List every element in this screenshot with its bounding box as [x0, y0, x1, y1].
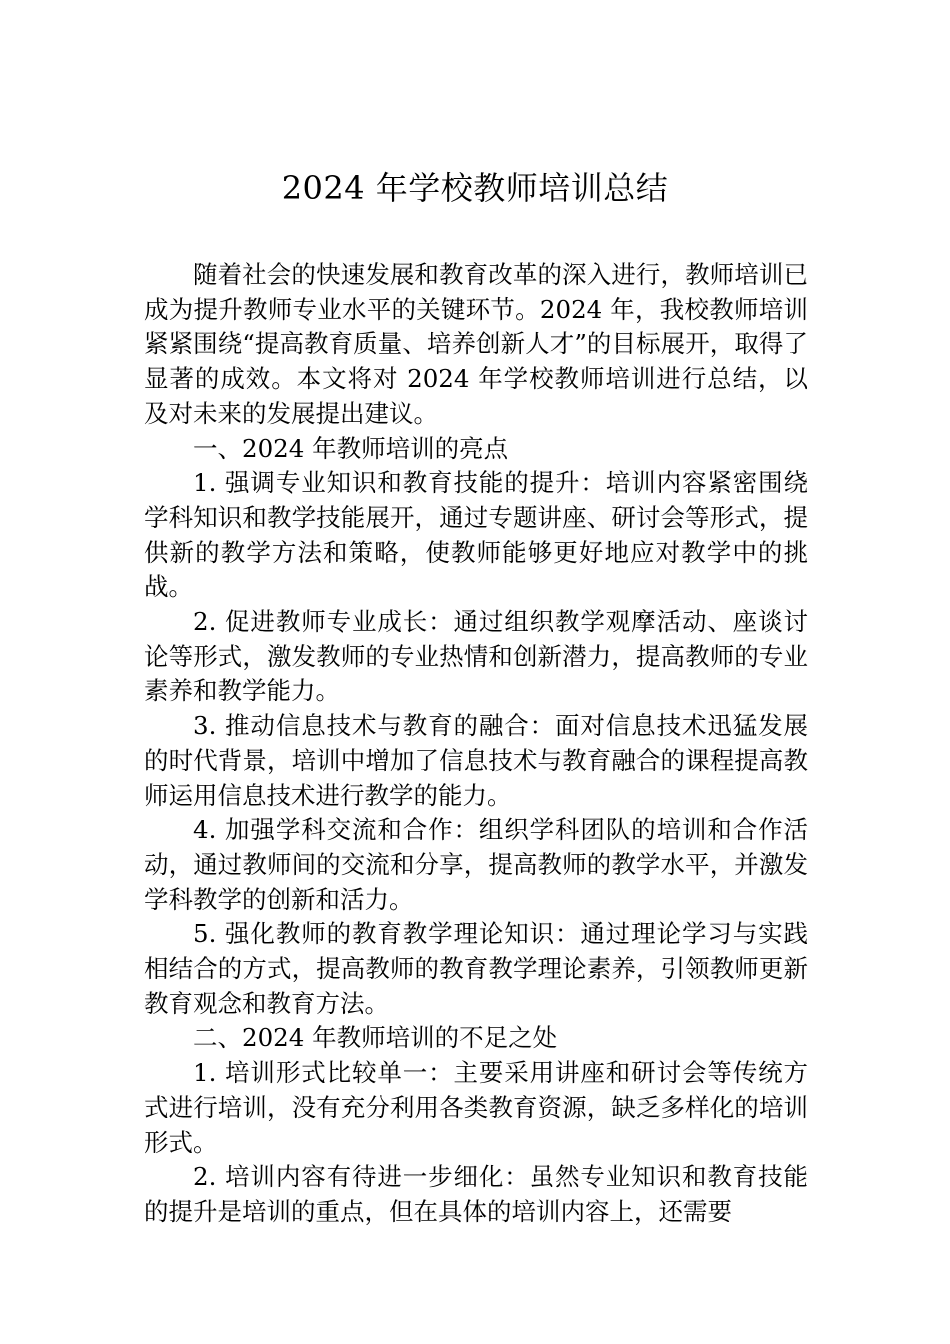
list-item: 2. 培训内容有待进一步细化：虽然专业知识和教育技能的提升是培训的重点，但在具体的培训内容上，还需要 [144, 1162, 808, 1226]
list-item: 3. 推动信息技术与教育的融合：面对信息技术迅猛发展的时代背景，培训中增加了信息技术与教育融合的课程提高教师运用信息技术进行教学的能力。 [144, 711, 808, 810]
intro-paragraph: 随着社会的快速发展和教育改革的深入进行，教师培训已成为提升教师专业水平的关键环节。2024 年，我校教师培训紧紧围绕“提高教育质量、培养创新人才”的目标展开，取得了显著的成效。本文将对 2024 年学校教师培训进行总结，以及对未来的发展提出建议。 [144, 260, 808, 428]
list-item: 4. 加强学科交流和合作：组织学科团队的培训和合作活动，通过教师间的交流和分享，提高教师的教学水平，并激发学科教学的创新和活力。 [144, 815, 808, 914]
document-body [144, 258, 808, 1230]
list-item: 5. 强化教师的教育教学理论知识：通过理论学习与实践相结合的方式，提高教师的教育教学理论素养，引领教师更新教育观念和教育方法。 [144, 919, 808, 1018]
list-item: 2. 促进教师专业成长：通过组织教学观摩活动、座谈讨论等形式，激发教师的专业热情和创新潜力，提高教师的专业素养和教学能力。 [144, 607, 808, 706]
list-item: 1. 培训形式比较单一：主要采用讲座和研讨会等传统方式进行培训，没有充分利用各类教育资源，缺乏多样化的培训形式。 [144, 1058, 808, 1157]
document-title: 2024 年学校教师培训总结 [281, 169, 669, 207]
section-heading-shortcomings: 二、2024 年教师培训的不足之处 [193, 1023, 558, 1053]
list-item: 1. 强调专业知识和教育技能的提升：培训内容紧密围绕学科知识和教学技能展开，通过专题讲座、研讨会等形式，提供新的教学方法和策略，使教师能够更好地应对教学中的挑战。 [144, 468, 808, 602]
section-heading-highlights: 一、2024 年教师培训的亮点 [193, 433, 509, 463]
